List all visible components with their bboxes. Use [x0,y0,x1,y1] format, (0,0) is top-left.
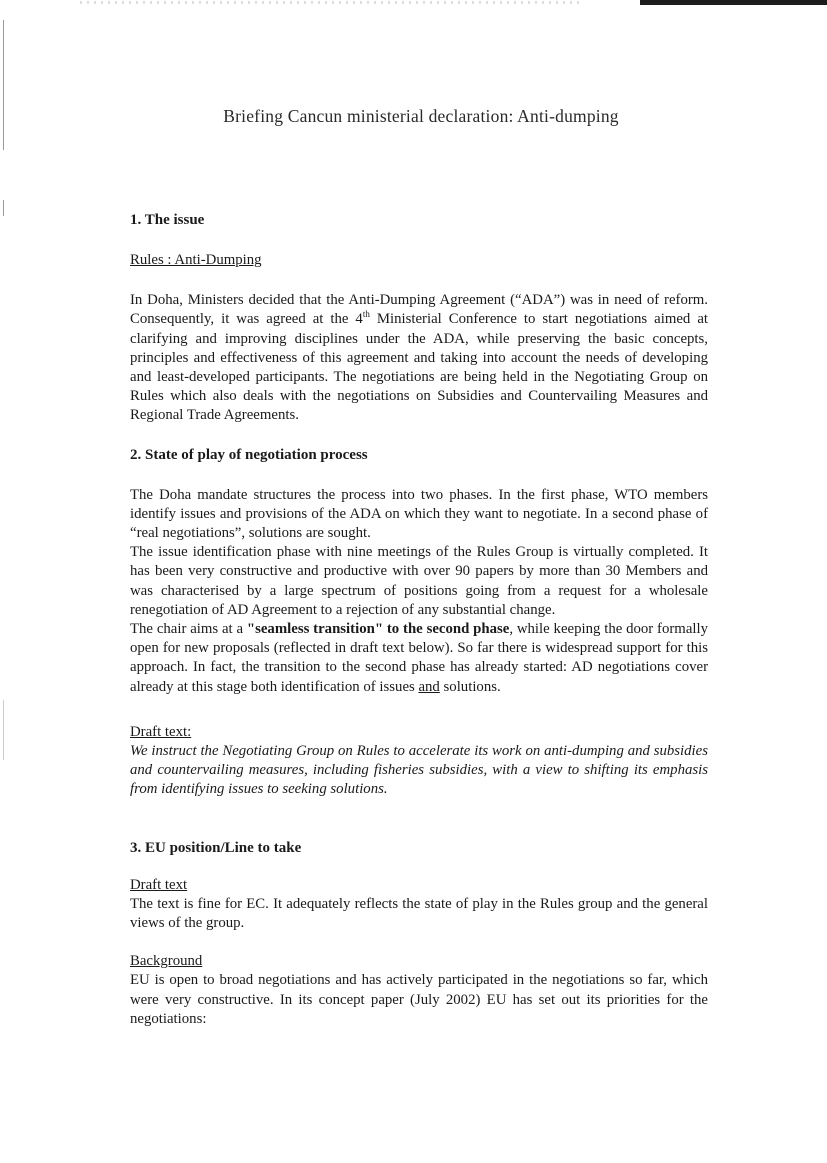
state-paragraph-2: The issue identification phase with nine meetings of the Rules Group is virtually completed. It has been very constructive and productive with over 90 papers by more than 30 Members and was characterised by a large spectrum of positions going from a request for a wholesale renegotiation of AD Agreement to a rejection of any substantial change. [130,544,708,618]
document-body [130,210,708,1029]
document-title: Briefing Cancun ministerial declaration: Anti-dumping [223,106,619,126]
issue-paragraph: In Doha, Ministers decided that the Anti-Dumping Agreement (“ADA”) was in need of reform. Consequently, it was agreed at the 4th Ministerial Conference to start negotiations aimed at clarifying and improving disciplines under the ADA, while preserving the basic concepts, principles and effectiveness of this agreement and taking into account the needs of developing and least-developed participants. The negotiations are being held in the Negotiating Group on Rules which also deals with the negotiations on Subsidies and Countervailing Measures and Regional Trade Agreements. [130,292,708,424]
scan-artifact-bar [640,0,827,5]
draft-text-paragraph: The text is fine for EC. It adequately reflects the state of play in the Rules group and the general views of the group. [130,895,708,932]
scan-artifact-top [80,1,580,4]
scan-artifact-margin [3,200,4,216]
subheading-rules: Rules : Anti-Dumping [130,252,262,268]
draft-text-quote: We instruct the Negotiating Group on Rules to accelerate its work on anti-dumping and subsidies and countervailing measures, including fisheries subsidies, with a view to shifting its emphasis from identifying issues to seeking solutions. [130,743,708,798]
section-heading-state-of-play: 2. State of play of negotiation process [130,446,368,463]
section-heading-eu-position: 3. EU position/Line to take [130,839,302,856]
background-paragraph: EU is open to broad negotiations and has actively participated in the negotiations so far, which were very constructive. In its concept paper (July 2002) EU has set out its priorities for the negotiations: [130,972,708,1027]
draft-text-label: Draft text: [130,723,192,740]
background-label: Background [130,953,203,970]
scan-artifact-margin [3,20,4,150]
state-paragraph-1: The Doha mandate structures the process into two phases. In the first phase, WTO members identify issues and provisions of the ADA on which they want to negotiate. In a second phase of “real negotiations”, solutions are sought. [130,486,708,542]
draft-text-label-2: Draft text [130,876,188,893]
section-heading-issue: 1. The issue [130,212,205,228]
state-paragraph-3: The chair aims at a "seamless transition" to the second phase, while keeping the door formally open for new proposals (reflected in draft text below). So far there is widespread support for this approach. In fact, the transition to the second phase has already started: AD negotiations cover already at this stage both identification of issues and solutions. [130,621,709,695]
scan-artifact-margin [3,700,4,760]
